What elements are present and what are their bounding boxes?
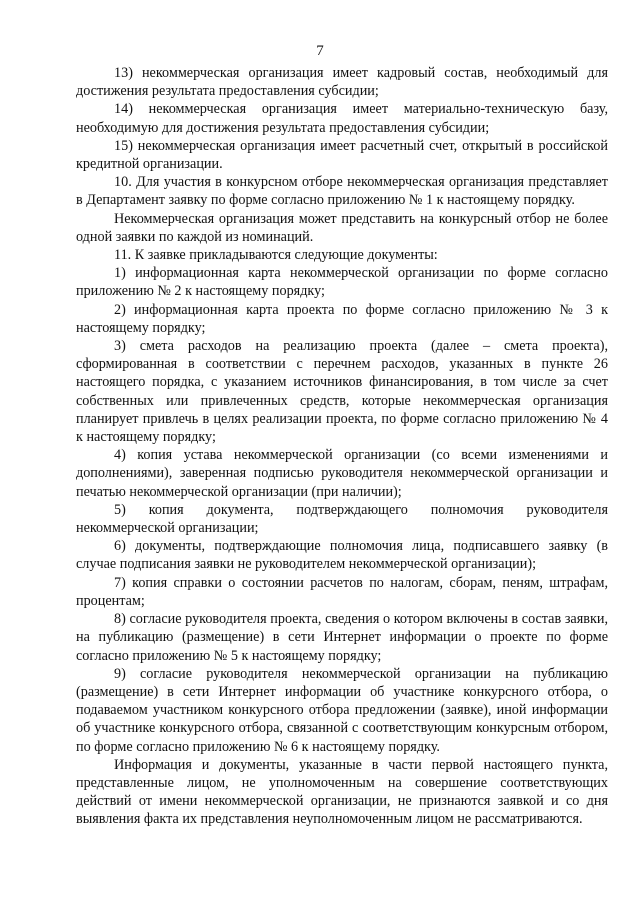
paragraph-clause-10-note: Некоммерческая организация может представить на конкурсный отбор не более одной заявки по каждой из номинаций.: [76, 210, 608, 245]
paragraph-clause-11: 11. К заявке прикладываются следующие документы:: [114, 247, 438, 264]
paragraph-doc-3: 3) смета расходов на реализацию проекта (далее – смета проекта), сформированная в соответствии с перечнем расходов, указанных в пункте 26 настоящего порядка, с указанием источников финансирования, в том числе за счет собственных или привлеченных средств, которые некоммерческая организация планирует привлечь в целях реализации проекта, по форме согласно приложению № 4 к настоящему порядку;: [76, 338, 608, 446]
paragraph-doc-7: 7) копия справки о состоянии расчетов по налогам, сборам, пеням, штрафам, процентам;: [76, 574, 608, 609]
paragraph-doc-6: 6) документы, подтверждающие полномочия лица, подписавшего заявку (в случае подписания заявки не руководителем некоммерческой организации);: [76, 538, 608, 573]
paragraph-doc-1: 1) информационная карта некоммерческой организации по форме согласно приложению № 2 к настоящему порядку;: [76, 265, 608, 300]
paragraph-item-14: 14) некоммерческая организация имеет материально-техническую базу, необходимую для достижения результата предоставления субсидии;: [76, 101, 608, 136]
document-body: [76, 64, 608, 829]
paragraph-doc-8: 8) согласие руководителя проекта, сведения о котором включены в состав заявки, на публикацию (размещение) в сети Интернет информации о проекте по форме согласно приложению № 5 к настоящему порядку;: [76, 611, 608, 664]
paragraph-clause-11-note: Информация и документы, указанные в части первой настоящего пункта, представленные лицом, не уполномоченным на совершение соответствующих действий от имени некоммерческой организации, не признаются заявкой и со дня выявления факта их представления неуполномоченным лицом не рассматриваются.: [76, 756, 608, 828]
paragraph-item-15: 15) некоммерческая организация имеет расчетный счет, открытый в российской кредитной организации.: [76, 137, 608, 173]
paragraph-item-13: 13) некоммерческая организация имеет кадровый состав, необходимый для достижения результата предоставления субсидии;: [76, 65, 608, 100]
paragraph-doc-5: 5) копия документа, подтверждающего полномочия руководителя некоммерческой организации;: [76, 501, 608, 537]
paragraph-clause-10: 10. Для участия в конкурсном отборе некоммерческая организация представляет в Департамент заявку по форме согласно приложению № 1 к настоящему порядку.: [76, 174, 608, 209]
paragraph-doc-9: 9) согласие руководителя некоммерческой организации на публикацию (размещение) в сети Интернет информации об участнике конкурсного отбора, о подаваемом участником конкурсного отбора предложении (заявке), иной информации об участнике конкурсного отбора, связанной с соответствующим конкурсным отбором, по форме согласно приложению № 6 к настоящему порядку.: [76, 665, 608, 755]
paragraph-doc-4: 4) копия устава некоммерческой организации (со всеми изменениями и дополнениями), заверенная подписью руководителя некоммерческой организации и печатью некоммерческой организации (при наличии);: [76, 447, 608, 500]
paragraph-doc-2: 2) информационная карта проекта по форме согласно приложению № 3 к настоящему порядку;: [76, 301, 608, 336]
page-number: 7: [316, 43, 324, 59]
